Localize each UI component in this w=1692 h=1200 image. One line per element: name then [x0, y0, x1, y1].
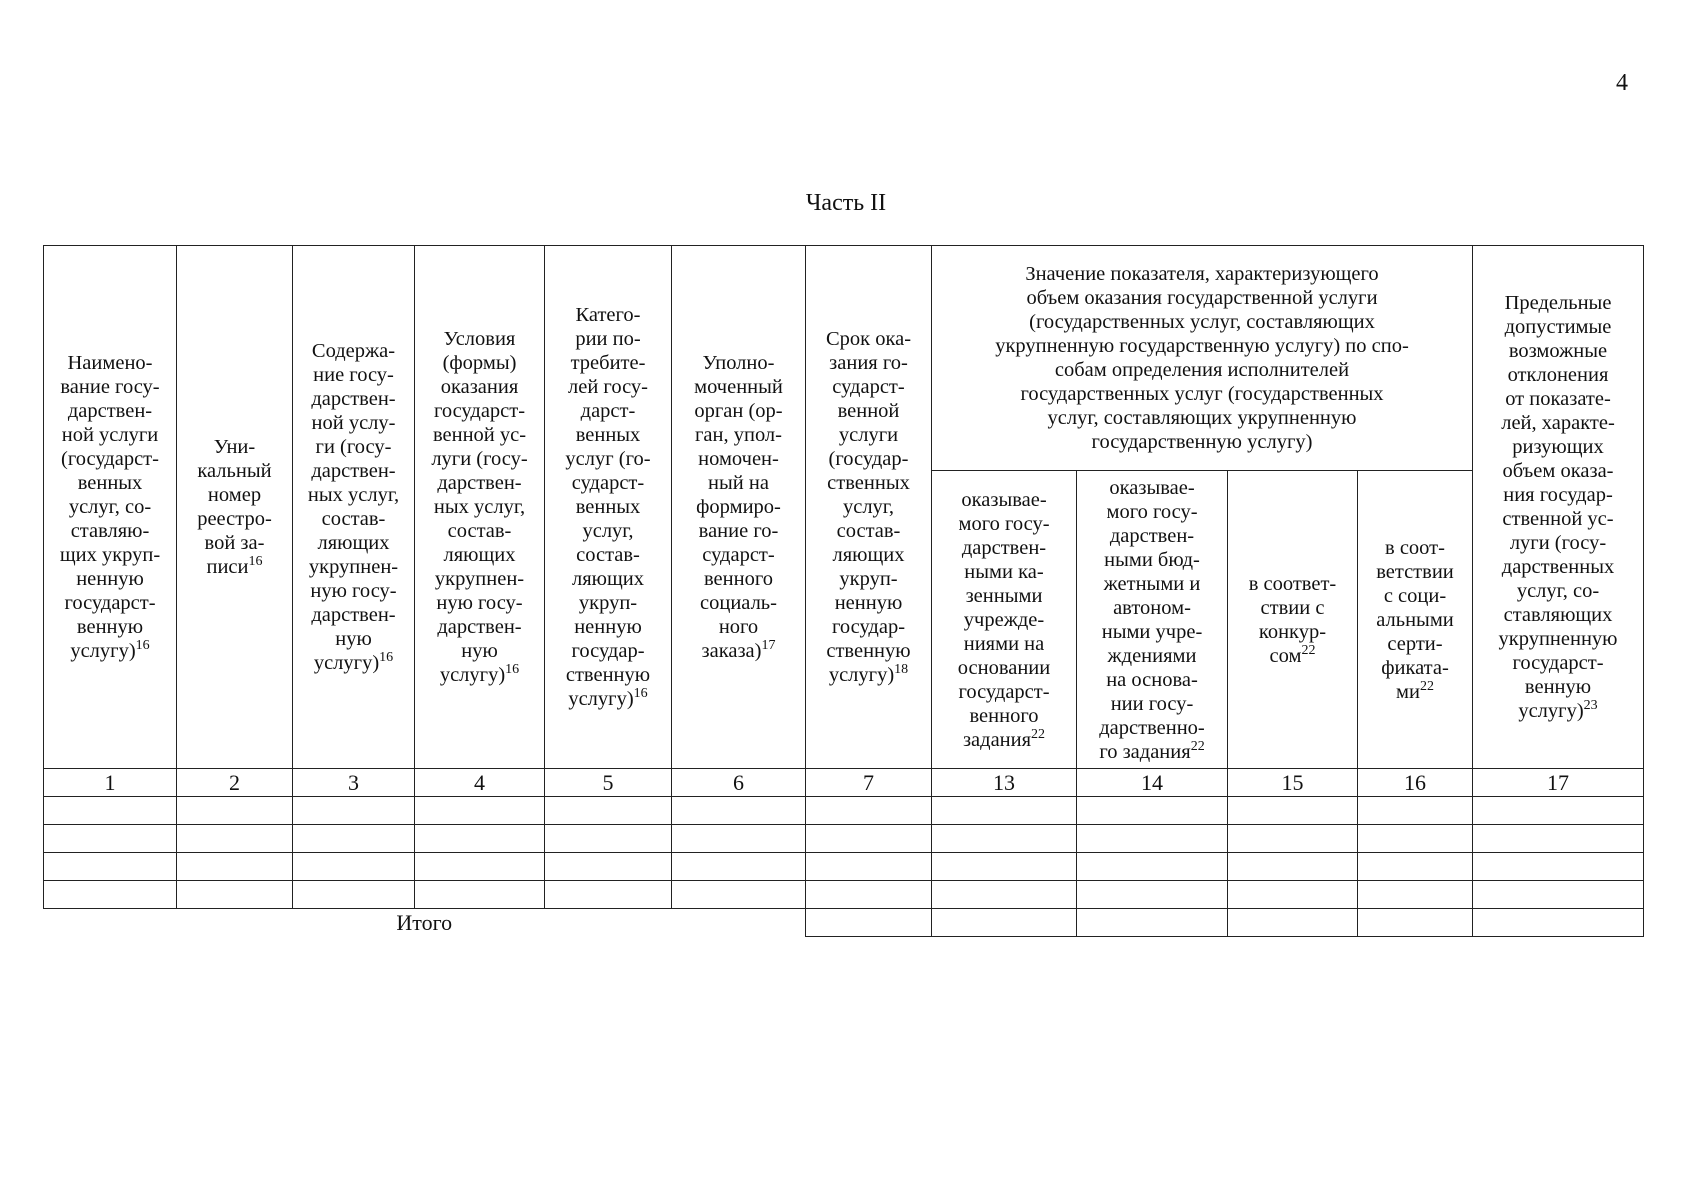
- header-line: укрупненную: [1498, 628, 1618, 650]
- header-line: ляющих: [832, 544, 905, 566]
- header-line: ниями на: [963, 632, 1045, 655]
- header-line: венную: [1524, 676, 1592, 698]
- header-line: ных услуг,: [433, 496, 526, 518]
- header-line: государст-: [433, 400, 526, 422]
- header-line: услугу)$^{18}$: [828, 662, 909, 686]
- subheader-competition: [1228, 471, 1358, 769]
- header-line: ждениями: [1107, 644, 1197, 667]
- header-line: реестро-: [197, 508, 272, 530]
- header-group-volume-indicator: [932, 246, 1473, 471]
- header-line: Предельные: [1504, 292, 1612, 314]
- header-line: укруп-: [839, 568, 898, 590]
- header-line: Катего-: [575, 304, 641, 326]
- header-line: возможные: [1508, 340, 1608, 362]
- header-service-term: [806, 246, 932, 769]
- header-line: ризующих: [1512, 436, 1604, 458]
- header-line: ных услуг,: [307, 484, 400, 506]
- header-line: альными: [1376, 608, 1454, 631]
- header-line: зания го-: [829, 352, 908, 374]
- header-line: луги (госу-: [1509, 532, 1607, 554]
- header-line: заказа)$^{17}$: [701, 638, 776, 662]
- header-line: ненную: [834, 592, 903, 614]
- header-consumer-categories: [545, 246, 672, 769]
- header-line: Значение показателя, характеризующего: [1025, 263, 1379, 285]
- header-line: дарствен-: [311, 604, 396, 626]
- table-row: [44, 881, 1644, 909]
- header-line: мого госу-: [958, 512, 1050, 535]
- header-service-name: [44, 246, 177, 769]
- footnote-ref: 23: [1583, 698, 1598, 714]
- header-line: ственную: [826, 640, 911, 662]
- header-line: (формы): [442, 352, 517, 374]
- header-line: состав-: [836, 520, 901, 542]
- part-title: Часть II: [805, 190, 887, 216]
- header-line: задания$^{22}$: [962, 726, 1046, 751]
- column-number: 2: [177, 769, 293, 797]
- header-line: ставляющих: [1503, 604, 1613, 626]
- header-line: услугу)$^{23}$: [1518, 698, 1598, 722]
- header-line: услугу)$^{16}$: [313, 650, 394, 674]
- header-line: венных: [575, 424, 641, 446]
- header-line: ными ка-: [964, 560, 1044, 583]
- header-line: формиро-: [696, 496, 781, 518]
- header-line: ную: [335, 628, 372, 650]
- header-line: услуг,: [842, 496, 895, 518]
- header-line: основании: [957, 656, 1051, 679]
- table-row: [44, 853, 1644, 881]
- header-line: ственной ус-: [1502, 508, 1614, 530]
- table-row: [44, 825, 1644, 853]
- header-line: Уполно-: [702, 352, 775, 374]
- total-row: [44, 909, 1644, 937]
- header-line: оказывае-: [1109, 476, 1195, 499]
- header-line: в соот-: [1385, 536, 1445, 559]
- header-line: услугу)$^{16}$: [439, 662, 520, 686]
- header-line: ного: [718, 616, 759, 638]
- header-line: ги (госу-: [315, 436, 392, 458]
- header-line: сударст-: [832, 376, 905, 398]
- header-line: услуг, со-: [1516, 580, 1600, 602]
- footnote-ref: 16: [248, 554, 263, 570]
- header-line: укрупненную государственную услугу) по спо-: [995, 335, 1409, 357]
- header-line: социаль-: [700, 592, 777, 614]
- header-line: в соответ-: [1248, 572, 1337, 595]
- header-line: от показате-: [1505, 388, 1611, 410]
- column-number: 6: [672, 769, 806, 797]
- column-number: 14: [1077, 769, 1228, 797]
- column-number: 7: [806, 769, 932, 797]
- column-number: 15: [1228, 769, 1358, 797]
- header-line: номер: [207, 484, 262, 506]
- header-line: венной ус-: [432, 424, 527, 446]
- header-line: $ми^{22}$: [1396, 678, 1434, 703]
- header-line: допустимые: [1504, 316, 1612, 338]
- header-line: дарственных: [1501, 556, 1615, 578]
- header-line: (государственных услуг, составляющих: [1029, 311, 1375, 333]
- header-line: сударст-: [702, 544, 775, 566]
- header-line: (государст-: [61, 448, 159, 470]
- table-row: [44, 797, 1644, 825]
- header-line: ляющих: [443, 544, 516, 566]
- column-number: 17: [1473, 769, 1644, 797]
- header-line: Содержа-: [311, 340, 396, 362]
- column-number: 1: [44, 769, 177, 797]
- footnote-ref: 16: [135, 638, 150, 654]
- header-line: государст-: [1512, 652, 1604, 674]
- header-line: дарствен-: [437, 616, 522, 638]
- header-line: состав-: [576, 544, 640, 566]
- header-line: автоном-: [1113, 596, 1191, 619]
- header-line: дарствен-: [437, 472, 522, 494]
- header-line: ляющих: [572, 568, 644, 590]
- header-line: государ-: [571, 640, 645, 662]
- subheader-certificates: [1358, 471, 1473, 769]
- header-line: Срок ока-: [825, 328, 912, 350]
- column-number: 5: [545, 769, 672, 797]
- header-line: с соци-: [1383, 584, 1447, 607]
- header-line: ную госу-: [436, 592, 523, 614]
- header-line: вание го-: [698, 520, 779, 542]
- header-authorized-body: [672, 246, 806, 769]
- total-label: Итого: [396, 909, 453, 935]
- header-line: (государ-: [828, 448, 909, 470]
- header-line: ставляю-: [70, 520, 150, 542]
- header-line: государственных услуг (государственных: [1020, 383, 1384, 405]
- header-line: дарствен-: [67, 400, 153, 422]
- header-line: кальный: [197, 460, 272, 482]
- header-line: вой за-: [204, 532, 265, 554]
- header-line: собам определения исполнителей: [1054, 359, 1350, 381]
- header-line: серти-: [1387, 632, 1443, 655]
- header-line: номочен-: [698, 448, 779, 470]
- header-line: дарст-: [580, 400, 636, 422]
- header-line: Уни-: [213, 436, 256, 458]
- header-service-conditions: [415, 246, 545, 769]
- footnote-ref: 16: [379, 650, 394, 666]
- header-line: услуг, составляющих укрупненную: [1047, 407, 1357, 429]
- header-registry-number: [177, 246, 293, 769]
- header-line: венного: [704, 568, 773, 590]
- header-line: мого госу-: [1106, 500, 1198, 523]
- header-line: ствии с: [1260, 596, 1325, 619]
- header-allowed-deviations: [1473, 246, 1644, 769]
- header-line: щих укруп-: [59, 544, 161, 566]
- header-line: дарственно-: [1099, 716, 1205, 739]
- header-line: услуги: [838, 424, 899, 446]
- column-number: 4: [415, 769, 545, 797]
- header-line: дарствен-: [311, 388, 396, 410]
- header-service-content: [293, 246, 415, 769]
- header-line: ние госу-: [313, 364, 394, 386]
- header-line: рии по-: [575, 328, 641, 350]
- header-line: го задания$^{22}$: [1099, 738, 1205, 763]
- header-line: Наимено-: [67, 352, 153, 374]
- header-line: ными учре-: [1101, 620, 1203, 643]
- header-line: отклонения: [1507, 364, 1609, 386]
- header-line: ненную: [76, 568, 144, 590]
- header-line: объем оказа-: [1502, 460, 1614, 482]
- header-line: жетными и: [1103, 572, 1201, 595]
- footnote-ref: 22: [1031, 726, 1046, 742]
- header-line: луги (госу-: [431, 448, 528, 470]
- footnote-ref: 16: [505, 662, 520, 678]
- header-line: на основа-: [1106, 668, 1198, 691]
- header-line: венную: [76, 616, 144, 638]
- subheader-state-institutions: [932, 471, 1077, 769]
- header-line: услугу)$^{16}$: [568, 686, 648, 710]
- header-line: состав-: [321, 508, 386, 530]
- header-line: укрупнен-: [308, 556, 399, 578]
- column-number: 13: [932, 769, 1077, 797]
- header-line: венной: [837, 400, 900, 422]
- header-line: дарствен-: [961, 536, 1047, 559]
- header-line: венных: [575, 496, 641, 518]
- header-line: услуг, со-: [68, 496, 152, 518]
- header-line: состав-: [447, 520, 512, 542]
- header-line: сударст-: [571, 472, 645, 494]
- header-line: венных: [77, 472, 143, 494]
- column-number: 16: [1358, 769, 1473, 797]
- footnote-ref: 22: [1419, 678, 1434, 694]
- header-line: фиката-: [1381, 656, 1449, 679]
- header-line: учрежде-: [963, 608, 1045, 631]
- header-line: орган (ор-: [694, 400, 783, 422]
- header-line: вание госу-: [60, 376, 160, 398]
- header-line: ную госу-: [310, 580, 397, 602]
- header-line: конкур-: [1258, 620, 1327, 643]
- header-line: услуг (го-: [565, 448, 651, 470]
- header-line: оказывае-: [961, 488, 1047, 511]
- header-line: нии госу-: [1110, 692, 1194, 715]
- footnote-ref: 17: [761, 638, 776, 654]
- subheader-budget-institutions: [1077, 471, 1228, 769]
- header-line: оказания: [440, 376, 519, 398]
- header-line: укрупнен-: [434, 568, 525, 590]
- footnote-ref: 18: [894, 662, 909, 678]
- header-line: венного: [969, 704, 1039, 727]
- header-line: услугу)$^{16}$: [70, 638, 150, 662]
- header-line: ной услуги: [61, 424, 159, 446]
- header-line: лей, характе-: [1501, 412, 1615, 434]
- header-line: ную: [461, 640, 498, 662]
- header-line: государ-: [831, 616, 906, 638]
- page-number: 4: [1616, 70, 1628, 96]
- header-line: требите-: [570, 352, 646, 374]
- footnote-ref: 16: [633, 686, 648, 702]
- service-volume-table: [43, 245, 1644, 937]
- header-line: государственную услугу): [1091, 431, 1313, 453]
- header-line: зенными: [965, 584, 1043, 607]
- header-line: государст-: [958, 680, 1050, 703]
- header-line: сом$^{22}$: [1269, 642, 1316, 667]
- footnote-ref: 22: [1190, 738, 1205, 754]
- header-line: ния государ-: [1503, 484, 1613, 506]
- header-line: моченный: [694, 376, 783, 398]
- header-line: Условия: [443, 328, 516, 350]
- column-numbers-row: [44, 769, 1644, 797]
- column-number: 3: [293, 769, 415, 797]
- header-line: объем оказания государственной услуги: [1026, 287, 1378, 309]
- header-line: дарствен-: [311, 460, 396, 482]
- footnote-ref: 22: [1301, 642, 1316, 658]
- header-line: укруп-: [578, 592, 638, 614]
- header-line: ненную: [574, 616, 642, 638]
- header-line: государст-: [64, 592, 156, 614]
- header-line: ный на: [708, 472, 769, 494]
- header-line: ветствии: [1376, 560, 1454, 583]
- header-line: ственную: [565, 664, 651, 686]
- header-line: ными бюд-: [1104, 548, 1200, 571]
- header-line: ган, упол-: [695, 424, 782, 446]
- header-line: писи$^{16}$: [206, 554, 263, 578]
- header-line: дарствен-: [1109, 524, 1195, 547]
- header-line: ственных: [827, 472, 910, 494]
- header-line: услуг,: [582, 520, 634, 542]
- header-line: ной услу-: [311, 412, 396, 434]
- header-line: ляющих: [317, 532, 390, 554]
- header-line: лей госу-: [568, 376, 648, 398]
